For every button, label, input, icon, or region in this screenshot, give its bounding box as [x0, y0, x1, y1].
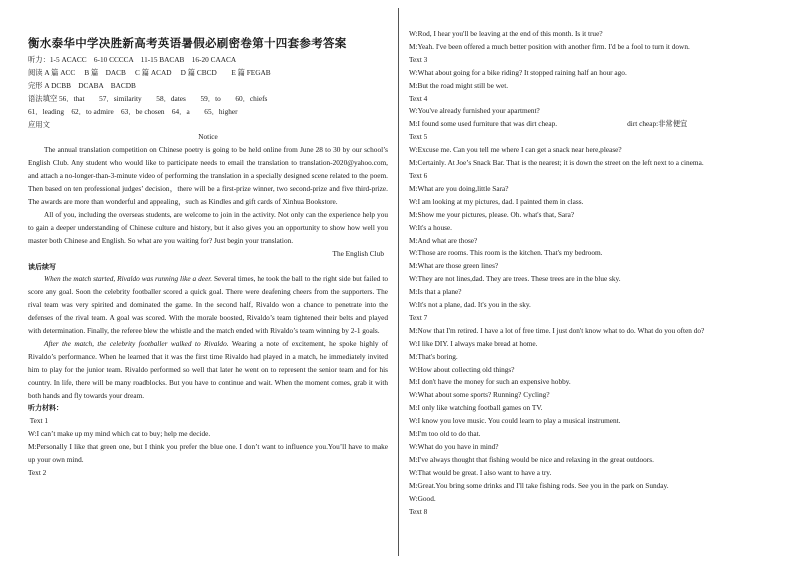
transcript-line: M:Yeah. I've been offered a much better position with another firm. I'd be a fool to turn it down. [409, 41, 690, 51]
transcript-line: M:What are you doing,little Sara? [409, 183, 509, 193]
transcript-line: M:Now that I'm retired. I have a lot of free time. I just don't know what to do. What do you often do? [409, 325, 705, 335]
transcript-text-label: Text 8 [409, 506, 428, 516]
transcript-line: W:Those are rooms. This room is the kitchen. That's my bedroom. [409, 248, 603, 258]
transcript-text-label: Text 3 [409, 54, 428, 64]
notice-paragraph-2: All of you, including the overseas students, are welcome to join in the activity. Not only can the experience help you to gain a deeper understanding of Chinese culture and history, but it also gives you an opportunity to show how well you master both Chinese and English. So what are you waiting for? Just begin your translation. [28, 209, 388, 245]
vocab-gloss: dirt cheap:非常便宜 [627, 119, 688, 129]
cloze-answers: 完形 A DCBB DCABA BACDB [28, 80, 136, 90]
transcript-line: M:And what are those? [409, 235, 478, 245]
column-divider [398, 8, 399, 556]
right-column [409, 28, 779, 518]
notice-paragraph-1: The annual translation competition on Chinese poetry is going to be held online from June 28 to 30 by our school’s English Club. Any student who would like to participate needs to email the translation to translation-2020@yahoo.com, and attach a no-longer-than-3-minute video of performing the translation in a specially designed scene related to the poem. Then based on ten professional judges’ decision，there will be a first-prize winner, two second-prize and five third-prize. The awards are more than wonderful and appealing，such as Kindles and gift cards of Xinhua Bookstore. [28, 145, 388, 206]
transcript-line: W:Good. [409, 493, 436, 503]
transcript-line: W:What do you have in mind? [409, 442, 499, 451]
transcript-line: Text 1 [28, 416, 49, 426]
transcript-line: W:That would be great. I also want to have a try. [409, 467, 552, 477]
grammar-answers-1: 语法填空 56．that 57．similarity 58．dates 59．to 60．chiefs [28, 93, 268, 103]
transcript-line: M:I've always thought that fishing would be nice and relaxing in the great outdoors. [409, 454, 654, 464]
transcript-line: W:What about some sports? Running? Cycling? [409, 390, 550, 400]
transcript-line: Text 2 [28, 468, 47, 477]
transcript-line: M:Great.You bring some drinks and I'll take fishing rods. See you in the park on Sunday. [409, 480, 669, 490]
transcript-line: W:It's a house. [409, 222, 452, 232]
page-title: 衡水泰华中学决胜新高考英语暑假必刷密卷第十四套参考答案 [28, 36, 347, 50]
transcript-line: M:Is that a plane? [409, 287, 462, 297]
transcript-line: W:They are not lines,dad. They are trees. These trees are in the blue sky. [409, 274, 621, 284]
transcript-line: M:What are those green lines? [409, 261, 499, 271]
transcript-line: W:You've already furnished your apartment? [409, 106, 540, 116]
writing-heading: 应用文 [28, 119, 50, 129]
transcript-line: M:Personally I like that green one, but I think you prefer the blue one. I don’t want to influence you.You’ll have to make up your own mind. [28, 442, 388, 465]
transcript-line: M:I'm too old to do that. [409, 429, 481, 439]
transcript-line: M:But the road might still be wet. [409, 80, 509, 90]
continuation-lead-1: When the match started, Rivaldo was running like a deer. [44, 274, 213, 284]
grammar-answers-2: 61．leading 62．to admire 63．be chosen 64．a 65．higher [28, 106, 238, 116]
transcript-line [409, 118, 779, 131]
transcript-heading: 听力材料： [28, 404, 63, 413]
continuation-lead-2: After the match, the celebrity footballer walked to Rivaldo. [44, 338, 229, 348]
continuation-heading: 读后续写 [28, 262, 56, 271]
listening-answers: 听力：1-5 ACACC 6-10 CCCCA 11-15 BACAB 16-20 CAACA [28, 55, 237, 64]
transcript-line: M:I only like watching football games on TV. [409, 403, 543, 413]
transcript-text-label: Text 4 [409, 93, 428, 103]
transcript-line: M:I don't have the money for such an expensive hobby. [409, 377, 571, 387]
transcript-text-label: Text 5 [409, 132, 428, 142]
transcript-line: W:Excuse me. Can you tell me where I can get a snack near here,please? [409, 145, 622, 155]
continuation-paragraph-1 [28, 273, 388, 338]
reading-answers: 阅读 A 篇 ACC B 篇 DACB C 篇 ACAD D 篇 CBCD E 篇 FEGAB [28, 67, 271, 77]
notice-signature: The English Club [332, 248, 384, 258]
transcript-line: W:I like DIY. I always make bread at home. [409, 338, 538, 348]
transcript-text-label: Text 7 [409, 312, 428, 322]
transcript-line: W:I know you love music. You could learn to play a musical instrument. [409, 416, 621, 426]
transcript-text-label: Text 6 [409, 170, 428, 180]
continuation-paragraph-2 [28, 338, 388, 403]
notice-heading: Notice [198, 132, 218, 142]
transcript-line: W:How about collecting old things? [409, 364, 515, 374]
transcript-line: W:I can’t make up my mind which cat to buy; help me decide. [28, 429, 211, 439]
transcript-line-text: M:I found some used furniture that was dirt cheap. [409, 119, 558, 129]
continuation-body-1: Several times, he took the ball to the right side but failed to score any goal. Soon the celebrity footballer scored a quick goal. There were deafening cheers from the supporters. The rival team was very spirited and dominated the game. In the second half, Rivaldo won a chance to penetrate into the defenses of the rival team. A goal was scored. With the morale boosted, Rivaldo’s team tightened their belts and played with determination. Finally, the referee blew the whistle and the match ended with Rivaldo’s team winning by 2-1 goals. [28, 274, 388, 336]
transcript-line: W:I am looking at my pictures, dad. I painted them in class. [409, 196, 584, 206]
continuation-body-2: Wearing a note of excitement, he spoke highly of Rivaldo’s performance. When he learned that it was the first time Rivaldo had played in a match, he immediately invited him to play for the junior team. Rivaldo performed so well that later he went on to represent the senior team and for his country. In life, there will be many roadblocks. But you have to continue and wait. When the moment comes, grab it with both hands and fly towards your dream. [28, 338, 389, 400]
transcript-line: M:Show me your pictures, please. Oh. what's that, Sara? [409, 209, 575, 219]
transcript-line: W:Rod, I hear you'll be leaving at the end of this month. Is it true? [409, 29, 603, 38]
transcript-line: W:What about going for a bike riding? It stopped raining half an hour ago. [409, 67, 627, 77]
transcript-line: M:That's boring. [409, 351, 458, 361]
transcript-line: W:It's not a plane, dad. It's you in the sky. [409, 300, 531, 310]
left-column [28, 33, 388, 480]
transcript-line: M:Certainly. At Joe’s Snack Bar. That is the nearest; it is down the street on the left next to a cinema. [409, 158, 704, 168]
